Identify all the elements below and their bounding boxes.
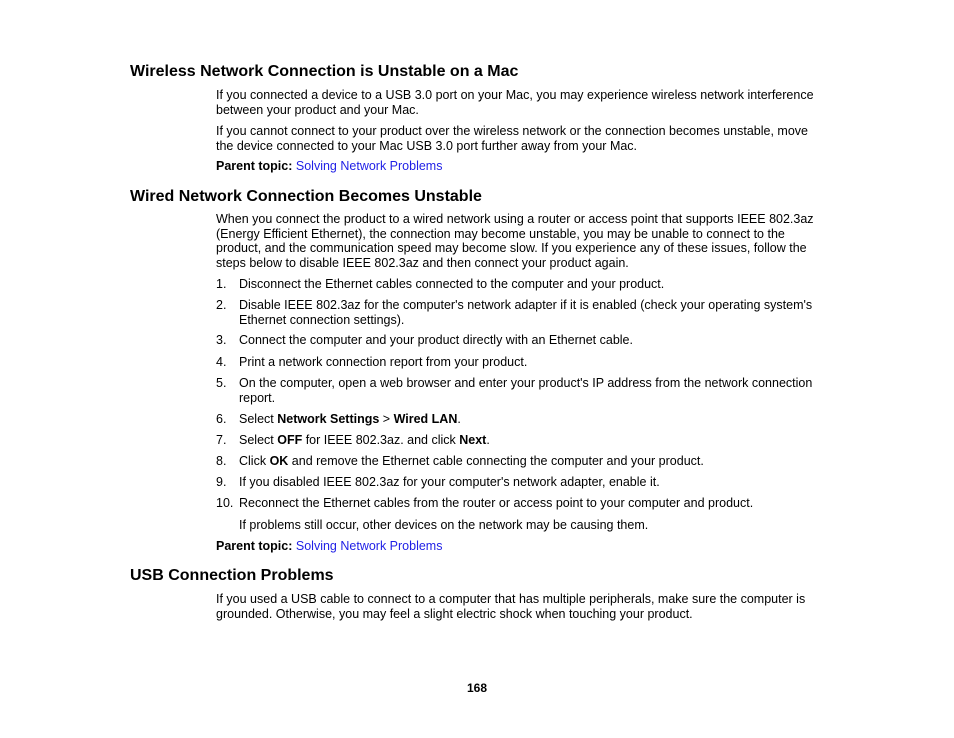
list-item bbox=[216, 277, 828, 292]
list-item bbox=[216, 412, 828, 427]
button-name: OK bbox=[269, 454, 289, 468]
step-number: 9. bbox=[216, 475, 227, 489]
step-text: Print a network connection report from your product. bbox=[239, 355, 528, 369]
list-item bbox=[216, 496, 828, 511]
menu-name: Wired LAN bbox=[393, 412, 458, 426]
parent-topic-link[interactable]: Solving Network Problems bbox=[295, 539, 443, 553]
step-text: Connect the computer and your product directly with an Ethernet cable. bbox=[239, 333, 633, 347]
paragraph: If you cannot connect to your product over the wireless network or the connection becomes unstable, move the device connected to your Mac USB 3.0 port further away from your Mac. bbox=[216, 124, 808, 153]
list-item bbox=[216, 298, 828, 327]
list-item bbox=[216, 333, 828, 348]
step-number: 7. bbox=[216, 433, 227, 447]
step-text-part: . bbox=[486, 433, 490, 447]
step-number: 1. bbox=[216, 277, 227, 291]
note-text: If problems still occur, other devices on the network may be causing them. bbox=[239, 518, 649, 532]
step-text: On the computer, open a web browser and enter your product's IP address from the network connection report. bbox=[239, 376, 813, 405]
step-number: 2. bbox=[216, 298, 227, 312]
step-text bbox=[239, 454, 828, 469]
step-text-part: Select bbox=[239, 412, 278, 426]
step-text: Reconnect the Ethernet cables from the router or access point to your computer and product. bbox=[239, 496, 754, 510]
parent-topic bbox=[216, 539, 442, 554]
button-name: Next bbox=[459, 433, 487, 447]
step-text bbox=[239, 412, 828, 427]
parent-topic-label: Parent topic: bbox=[216, 159, 293, 173]
step-number: 8. bbox=[216, 454, 227, 468]
setting-name: OFF bbox=[277, 433, 303, 447]
list-item bbox=[216, 355, 828, 370]
step-text-part: Click bbox=[239, 454, 270, 468]
section-heading-usb-problems: USB Connection Problems bbox=[130, 567, 334, 584]
section-heading-wired-unstable: Wired Network Connection Becomes Unstable bbox=[130, 188, 482, 205]
paragraph: If you connected a device to a USB 3.0 port on your Mac, you may experience wireless network interference between your product and your Mac. bbox=[216, 88, 814, 117]
step-text-part: and remove the Ethernet cable connecting the computer and your product. bbox=[288, 454, 704, 468]
step-text-part: Select bbox=[239, 433, 278, 447]
parent-topic-link[interactable]: Solving Network Problems bbox=[295, 159, 443, 173]
page-number: 168 bbox=[466, 681, 488, 695]
step-number: 4. bbox=[216, 355, 227, 369]
menu-name: Network Settings bbox=[277, 412, 380, 426]
step-text-part: > bbox=[379, 412, 394, 426]
parent-topic bbox=[216, 159, 442, 174]
step-number: 3. bbox=[216, 333, 227, 347]
paragraph: When you connect the product to a wired network using a router or access point that supports IEEE 802.3az (Energy Efficient Ethernet), the connection may become unstable, you may be unable to connect to the product, and the communication speed may become slow. If you experience any of these issues, follow the steps below to disable IEEE 802.3az and then connect your product again. bbox=[216, 212, 814, 270]
step-text-part: . bbox=[457, 412, 461, 426]
step-text: Disable IEEE 802.3az for the computer's network adapter if it is enabled (check your operating system's Ethernet connection settings). bbox=[239, 298, 813, 327]
step-number: 10. bbox=[216, 496, 234, 510]
step-text: If you disabled IEEE 802.3az for your computer's network adapter, enable it. bbox=[239, 475, 660, 489]
step-number: 5. bbox=[216, 376, 227, 390]
step-text-part: for IEEE 802.3az. and click bbox=[302, 433, 460, 447]
list-item bbox=[216, 433, 828, 448]
step-text bbox=[239, 433, 828, 448]
paragraph: If you used a USB cable to connect to a computer that has multiple peripherals, make sure the computer is grounded. Otherwise, you may feel a slight electric shock when touching your product. bbox=[216, 592, 806, 621]
section-heading-wireless-mac: Wireless Network Connection is Unstable on a Mac bbox=[130, 63, 519, 80]
step-number: 6. bbox=[216, 412, 227, 426]
list-item bbox=[216, 454, 828, 469]
list-item bbox=[216, 376, 828, 405]
parent-topic-label: Parent topic: bbox=[216, 539, 293, 553]
step-text: Disconnect the Ethernet cables connected to the computer and your product. bbox=[239, 277, 665, 291]
list-item bbox=[216, 475, 828, 490]
